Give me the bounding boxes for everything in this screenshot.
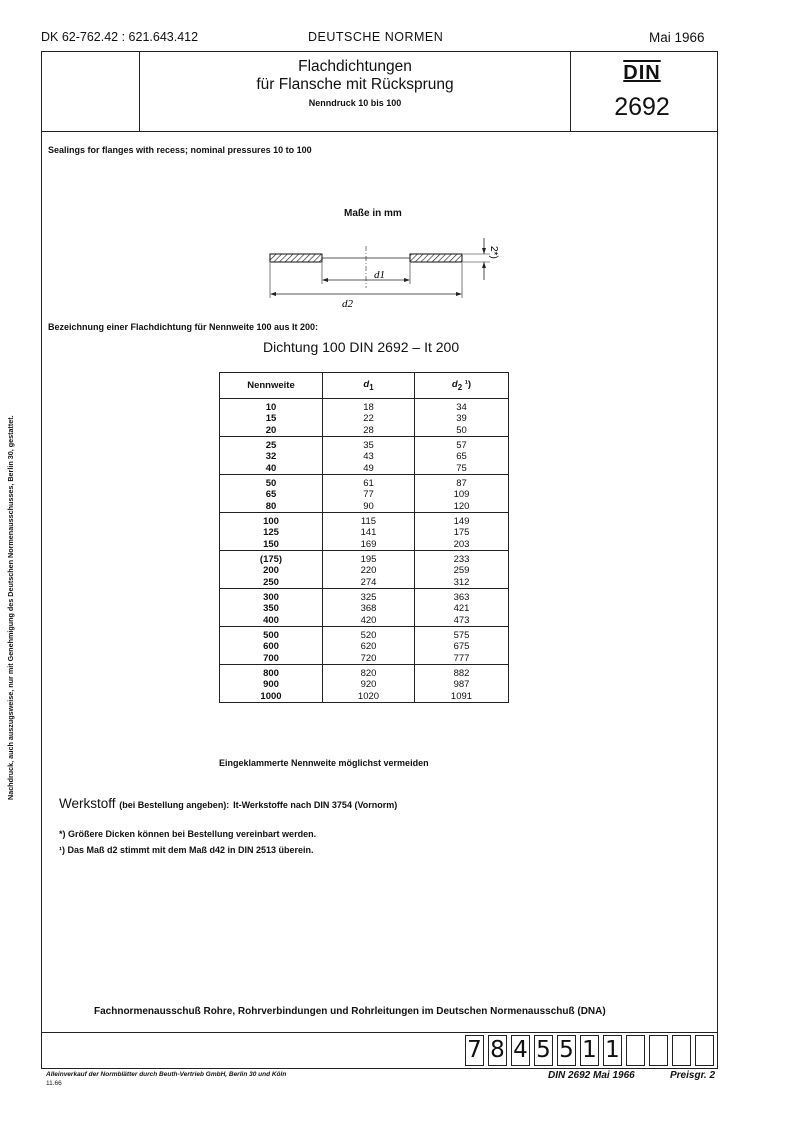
value-d2: 175: [453, 527, 470, 539]
value-d2: 882: [453, 668, 470, 679]
value-d2: 87: [456, 478, 467, 489]
value-d1: 620: [360, 641, 377, 653]
value-d1: 195: [360, 554, 377, 565]
value-nw: 300: [263, 592, 279, 603]
value-d2: 120: [453, 500, 470, 512]
value-d1: 115: [360, 516, 377, 527]
cell-d2: [415, 665, 509, 703]
title-divider-right: [570, 51, 571, 132]
designation-example: Dichtung 100 DIN 2692 – It 200: [263, 339, 460, 355]
table-row: [220, 475, 509, 513]
material-paren: (bei Bestellung angeben):: [119, 800, 230, 810]
value-d1: 22: [363, 413, 374, 425]
col-header-d2: $d_2$ ¹): [415, 373, 509, 399]
cell-d1: [323, 665, 415, 703]
cell-nw: [220, 399, 323, 437]
value-nw: 200: [263, 565, 279, 577]
table-row: [220, 513, 509, 551]
cell-d1: [323, 551, 415, 589]
value-d1: 1020: [357, 690, 380, 702]
value-d2: 39: [456, 413, 467, 425]
cell-d2: [415, 627, 509, 665]
value-d1: 520: [360, 630, 377, 641]
table-note: Eingeklammerte Nennweite möglichst vermeiden: [219, 758, 429, 768]
cell-d1: [323, 437, 415, 475]
value-nw: 500: [263, 630, 279, 641]
value-nw: 80: [265, 500, 277, 512]
cell-nw: [220, 437, 323, 475]
cell-nw: [220, 551, 323, 589]
value-nw: 50: [265, 478, 277, 489]
value-d2: 75: [456, 462, 467, 474]
value-d2: 675: [453, 641, 470, 653]
value-nw: 250: [263, 576, 279, 588]
d2-label: d2: [342, 298, 353, 307]
value-d1: 35: [363, 440, 374, 451]
value-d1: 61: [363, 478, 374, 489]
value-d2: 203: [453, 538, 470, 550]
value-d2: 1091: [450, 690, 473, 702]
value-d1: 28: [363, 424, 374, 436]
cell-nw: [220, 627, 323, 665]
value-nw: 800: [263, 668, 279, 679]
value-nw: 350: [263, 603, 279, 615]
value-d1: 77: [363, 489, 374, 501]
gasket-section-left: [270, 254, 322, 262]
value-d1: 18: [363, 402, 374, 413]
code-digit-box: 4: [511, 1035, 530, 1066]
title-block: [140, 58, 570, 108]
value-d1: 720: [360, 652, 377, 664]
value-d2: 777: [453, 652, 470, 664]
cell-d1: [323, 513, 415, 551]
value-d1: 141: [360, 527, 377, 539]
table-row: [220, 627, 509, 665]
dimensions-table: [219, 372, 509, 703]
cell-d2: [415, 399, 509, 437]
value-d2: 149: [453, 516, 470, 527]
cell-d2: [415, 475, 509, 513]
dimensions-caption: Maße in mm: [344, 208, 402, 219]
material-line: [59, 796, 397, 811]
gasket-drawing: [258, 232, 508, 307]
value-d2: 363: [453, 592, 470, 603]
cell-nw: [220, 589, 323, 627]
code-digit-box: [649, 1035, 668, 1066]
value-d2: 473: [453, 614, 470, 626]
d1-label: d1: [374, 269, 385, 281]
value-d1: 49: [363, 462, 374, 474]
material-value: It-Werkstoffe nach DIN 3754 (Vornorm): [233, 800, 398, 810]
value-d1: 220: [360, 565, 377, 577]
footer-din: DIN 2692 Mai 1966: [548, 1070, 635, 1081]
din-label: DIN: [623, 62, 661, 84]
value-d1: 920: [360, 679, 377, 691]
code-digit-box: 5: [534, 1035, 553, 1066]
code-digit-box: [672, 1035, 691, 1066]
cell-nw: [220, 665, 323, 703]
code-digit-box: 7: [465, 1035, 484, 1066]
value-d2: 65: [456, 451, 467, 463]
title-line-1: Flachdichtungen: [298, 58, 412, 75]
value-nw: 1000: [260, 690, 282, 702]
cell-d2: [415, 437, 509, 475]
value-nw: 15: [265, 413, 277, 425]
committee-rule: [41, 1032, 718, 1033]
value-d2: 987: [453, 679, 470, 691]
footnote-2: ¹) Das Maß d2 stimmt mit dem Maß d42 in DIN 2513 überein.: [59, 845, 314, 855]
value-nw: 10: [265, 402, 277, 413]
value-nw: 25: [265, 440, 277, 451]
value-d1: 43: [363, 451, 374, 463]
value-d2: 421: [453, 603, 470, 615]
value-d2: 50: [456, 424, 467, 436]
cell-d2: [415, 513, 509, 551]
value-d2: 575: [453, 630, 470, 641]
din-number: 2692: [614, 93, 670, 121]
thickness-label: 2*): [488, 246, 499, 259]
dk-classification: DK 62-762.42 : 621.643.412: [41, 30, 199, 44]
print-code: 11.66: [46, 1080, 62, 1087]
col-header-d1: $d_1$: [323, 373, 415, 399]
cell-d2: [415, 589, 509, 627]
title-line-2: für Flansche mit Rücksprung: [256, 76, 454, 93]
value-d2: 57: [456, 440, 467, 451]
code-digit-box: 5: [557, 1035, 576, 1066]
cell-d1: [323, 589, 415, 627]
code-digit-box: [626, 1035, 645, 1066]
value-d2: 233: [453, 554, 470, 565]
title-bottom-rule: [41, 131, 718, 132]
col-header-nennweite: Nennweite: [220, 373, 323, 399]
value-nw: 40: [265, 462, 277, 474]
sales-note: Alleinverkauf der Normblätter durch Beuth-Vertrieb GmbH, Berlin 30 und Köln: [46, 1071, 287, 1078]
table-row: [220, 665, 509, 703]
committee-line: Fachnormenausschuß Rohre, Rohrverbindungen und Rohrleitungen im Deutschen Normenausschuß (DNA): [94, 1006, 606, 1017]
material-label: Werkstoff: [59, 796, 116, 811]
value-nw: 400: [263, 614, 279, 626]
table-row: [220, 437, 509, 475]
issue-date: Mai 1966: [649, 30, 705, 45]
value-nw: 65: [265, 489, 277, 501]
value-nw: 20: [265, 424, 277, 436]
code-digit-box: 1: [580, 1035, 599, 1066]
value-nw: 125: [263, 527, 279, 539]
title-line-3: Nenndruck 10 bis 100: [308, 98, 402, 108]
footnote-1: *) Größere Dicken können bei Bestellung vereinbart werden.: [59, 829, 317, 839]
reprint-notice: Nachdruck, auch auszugsweise, nur mit Genehmigung des Deutschen Normenausschusses, Berlin 30, gestattet.: [6, 415, 15, 800]
value-nw: 150: [263, 538, 279, 550]
table-row: [220, 399, 509, 437]
table-header-row: [220, 373, 509, 399]
value-d1: 274: [360, 576, 377, 588]
value-nw: 900: [263, 679, 279, 691]
code-digit-box: [695, 1035, 714, 1066]
price-group: Preisgr. 2: [670, 1070, 716, 1081]
value-d2: 312: [453, 576, 470, 588]
value-d1: 420: [360, 614, 377, 626]
value-d2: 109: [453, 489, 470, 501]
cell-nw: [220, 513, 323, 551]
cell-d2: [415, 551, 509, 589]
cell-d1: [323, 475, 415, 513]
code-digit-box: 1: [603, 1035, 622, 1066]
value-d1: 90: [363, 500, 374, 512]
value-d1: 169: [360, 538, 377, 550]
cell-d1: [323, 399, 415, 437]
table-row: [220, 551, 509, 589]
value-nw: 600: [263, 641, 279, 653]
value-d1: 820: [360, 668, 377, 679]
designation-intro: Bezeichnung einer Flachdichtung für Nennweite 100 aus It 200:: [48, 322, 319, 332]
code-digit-box: 8: [488, 1035, 507, 1066]
cell-nw: [220, 475, 323, 513]
value-d1: 325: [360, 592, 377, 603]
value-nw: 700: [263, 652, 279, 664]
value-d2: 34: [456, 402, 467, 413]
value-nw: 100: [263, 516, 279, 527]
value-nw: (175): [259, 554, 283, 565]
english-title: Sealings for flanges with recess; nominal pressures 10 to 100: [48, 145, 312, 155]
table-row: [220, 589, 509, 627]
cell-d1: [323, 627, 415, 665]
gasket-section-right: [410, 254, 462, 262]
series-title: DEUTSCHE NORMEN: [308, 30, 444, 44]
value-nw: 32: [265, 451, 277, 463]
value-d2: 259: [453, 565, 470, 577]
value-d1: 368: [360, 603, 377, 615]
